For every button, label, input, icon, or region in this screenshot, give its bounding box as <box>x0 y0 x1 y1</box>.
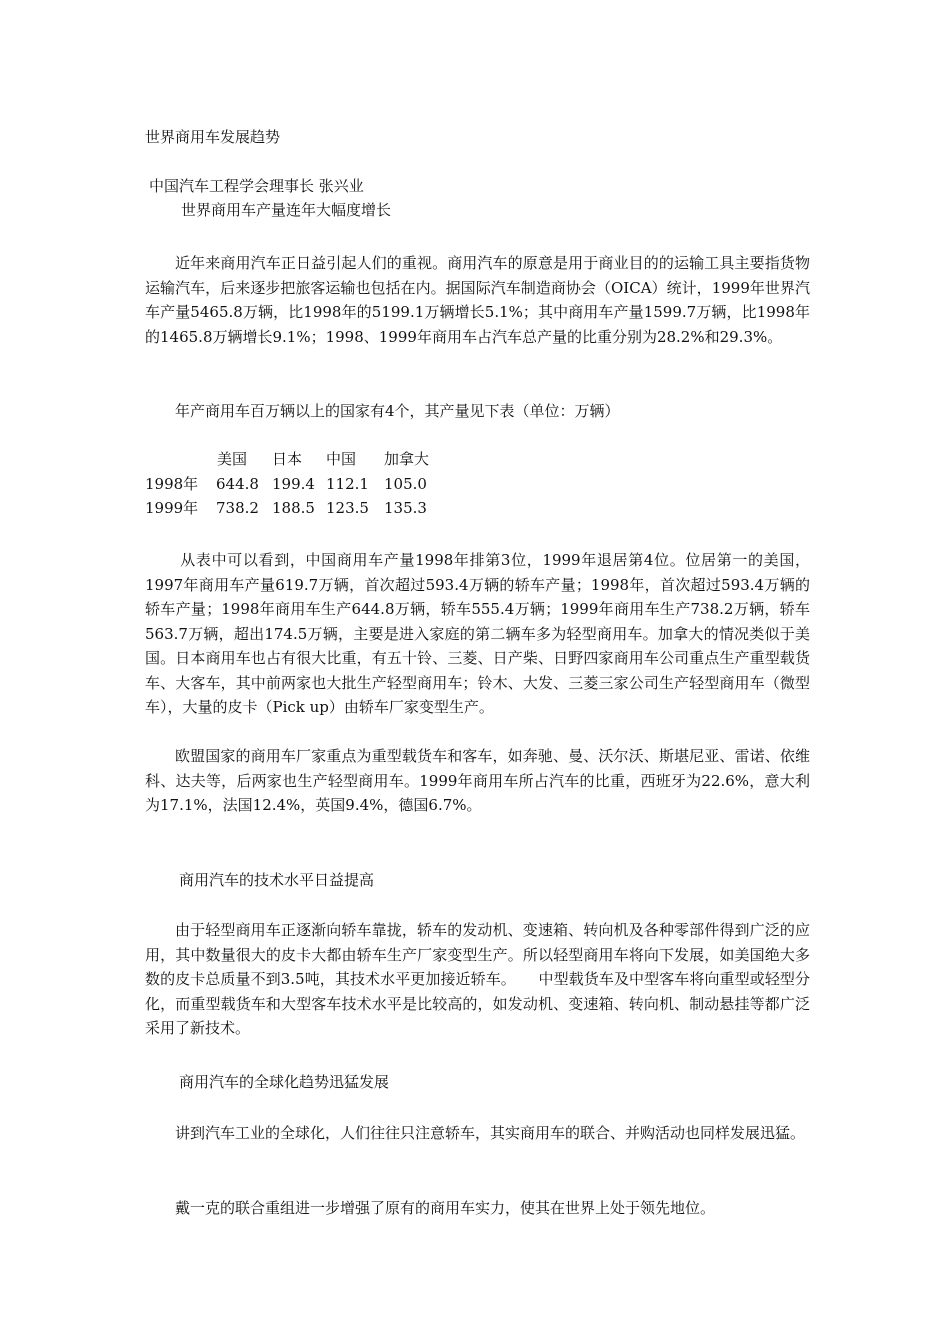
table-cell: 105.0 <box>384 474 427 493</box>
paragraph-table-intro: 年产商用车百万辆以上的国家有4个，其产量见下表（单位：万辆） <box>175 402 620 420</box>
paragraph-country-analysis: 从表中可以看到，中国商用车产量1998年排第3位，1999年退居第4位。位居第一的美国，1997年商用车产量619.7万辆，首次超过593.4万辆的轿车产量；1998年，首次超过593.4万辆的轿车产量；1998年商用车生产644.8万辆，轿车555.4万辆；1999年商用车生产738.2万辆，轿车563.7万辆，超出174.5万辆，主要是进入家庭的第二辆车多为轻型商用车。加拿大的情况类似于美国。日本商用车也占有很大比重，有五十铃、三菱、日产柴、日野四家商用车公司重点生产重型载货车、大客车，其中前两家也大批生产轻型商用车；铃木、大发、三菱三家公司生产轻型商用车（微型车），大量的皮卡（Pick up）由轿车厂家变型生产。 <box>145 551 810 716</box>
table-row <box>145 497 444 522</box>
table-row <box>145 473 444 498</box>
table-row-label: 1999年 <box>145 499 199 517</box>
production-table <box>145 448 444 522</box>
paragraph-oica-statistics: 近年来商用汽车正日益引起人们的重视。商用汽车的原意是用于商业目的的运输工具主要指货物运输汽车，后来逐步把旅客运输也包括在内。据国际汽车制造商协会（OICA）统计，1999年世界汽车产量5465.8万辆，比1998年的5199.1万辆增长5.1%；其中商用车产量1599.7万辆，比1998年的1465.8万辆增长9.1%；1998、1999年商用车占汽车总产量的比重分别为28.2%和29.3%。 <box>145 254 810 346</box>
author-line: 中国汽车工程学会理事长 张兴业 <box>149 177 364 195</box>
table-cell: 135.3 <box>384 499 427 517</box>
paragraph-technology-level: 由于轻型商用车正逐渐向轿车靠拢，轿车的发动机、变速箱、转向机及各种零部件得到广泛的应用，其中数量很大的皮卡大都由轿车生产厂家变型生产。所以轻型商用车将向下发展，如美国绝大多数的皮卡总质量不到3.5吨，其技术水平更加接近轿车。 中型载货车及中型客车将向重型或轻型分化，而重型载货车和大型客车技术水平是比较高的，如发动机、变速箱、转向机、制动悬挂等都广泛采用了新技术。 <box>145 921 810 1037</box>
table-header-row <box>145 448 444 473</box>
table-cell: 112.1 <box>326 474 369 493</box>
section-heading-production-growth: 世界商用车产量连年大幅度增长 <box>181 201 392 219</box>
table-cell: 123.5 <box>326 499 369 517</box>
table-cell: 644.8 <box>216 474 259 493</box>
table-header-cell: 美国 <box>217 450 248 468</box>
table-cell: 199.4 <box>272 474 315 493</box>
section-heading-globalization: 商用汽车的全球化趋势迅猛发展 <box>179 1073 390 1091</box>
table-header-cell: 中国 <box>326 450 357 468</box>
table-cell: 188.5 <box>272 499 315 517</box>
table-cell: 738.2 <box>216 499 259 517</box>
table-header-cell: 日本 <box>272 450 303 468</box>
table-row-label: 1998年 <box>145 474 199 493</box>
paragraph-globalization: 讲到汽车工业的全球化，人们往往只注意轿车，其实商用车的联合、并购活动也同样发展迅猛。 <box>175 1124 806 1142</box>
section-heading-technology: 商用汽车的技术水平日益提高 <box>179 871 375 889</box>
table-header-cell <box>145 448 216 473</box>
table-header-cell: 加拿大 <box>384 450 430 468</box>
document-title: 世界商用车发展趋势 <box>145 128 281 146</box>
paragraph-daimler-chrysler: 戴一克的联合重组进一步增强了原有的商用车实力，使其在世界上处于领先地位。 <box>175 1199 716 1217</box>
paragraph-eu-manufacturers: 欧盟国家的商用车厂家重点为重型载货车和客车，如奔驰、曼、沃尔沃、斯堪尼亚、雷诺、依维科、达夫等，后两家也生产轻型商用车。1999年商用车所占汽车的比重，西班牙为22.6%，意大利为17.1%，法国12.4%，英国9.4%，德国6.7%。 <box>145 747 810 814</box>
